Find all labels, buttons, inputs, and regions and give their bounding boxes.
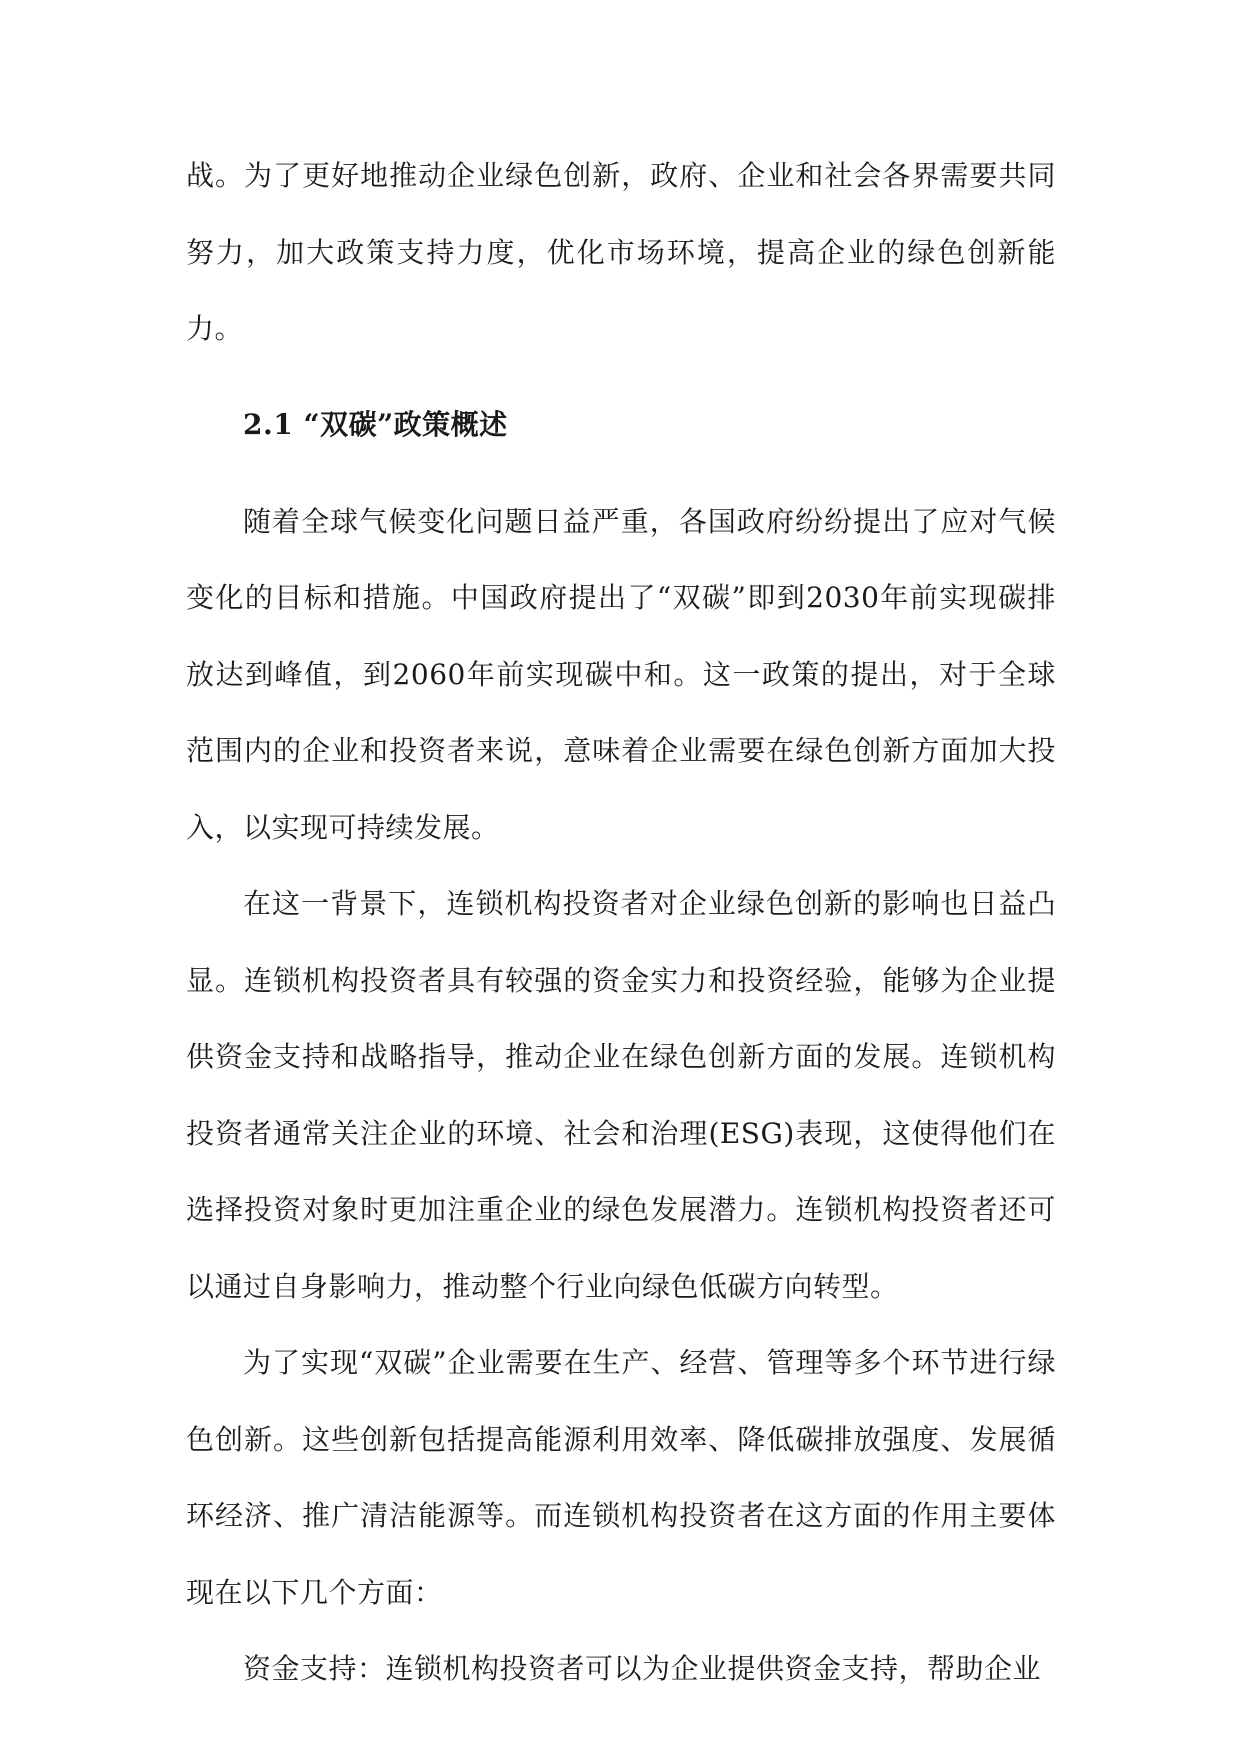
paragraph-funding-support: 资金支持：连锁机构投资者可以为企业提供资金支持，帮助企业 (243, 1652, 1042, 1685)
paragraph-investor-influence: 在这一背景下，连锁机构投资者对企业绿色创新的影响也日益凸显。连锁机构投资者具有较强的资金实力和投资经验，能够为企业提供资金支持和战略指导，推动企业在绿色创新方面的发展。连锁机构投资者通常关注企业的环境、社会和治理(ESG)表现，这使得他们在选择投资对象时更加注重企业的绿色发展潜力。连锁机构投资者还可以通过自身影响力，推动整个行业向绿色低碳方向转型。 (186, 887, 1056, 1303)
section-heading: 2.1 “双碳”政策概述 (243, 407, 508, 441)
document-body (186, 138, 1056, 1708)
paragraph-policy-overview: 随着全球气候变化问题日益严重，各国政府纷纷提出了应对气候变化的目标和措施。中国政府提出了“双碳”即到2030年前实现碳排放达到峰值，到2060年前实现碳中和。这一政策的提出，对于全球范围内的企业和投资者来说，意味着企业需要在绿色创新方面加大投入，以实现可持续发展。 (186, 504, 1056, 844)
intro-paragraph: 战。为了更好地推动企业绿色创新，政府、企业和社会各界需要共同努力，加大政策支持力度，优化市场环境，提高企业的绿色创新能力。 (186, 159, 1056, 345)
paragraph-green-innovation: 为了实现“双碳”企业需要在生产、经营、管理等多个环节进行绿色创新。这些创新包括提高能源利用效率、降低碳排放强度、发展循环经济、推广清洁能源等。而连锁机构投资者在这方面的作用主要体现在以下几个方面： (186, 1346, 1056, 1609)
